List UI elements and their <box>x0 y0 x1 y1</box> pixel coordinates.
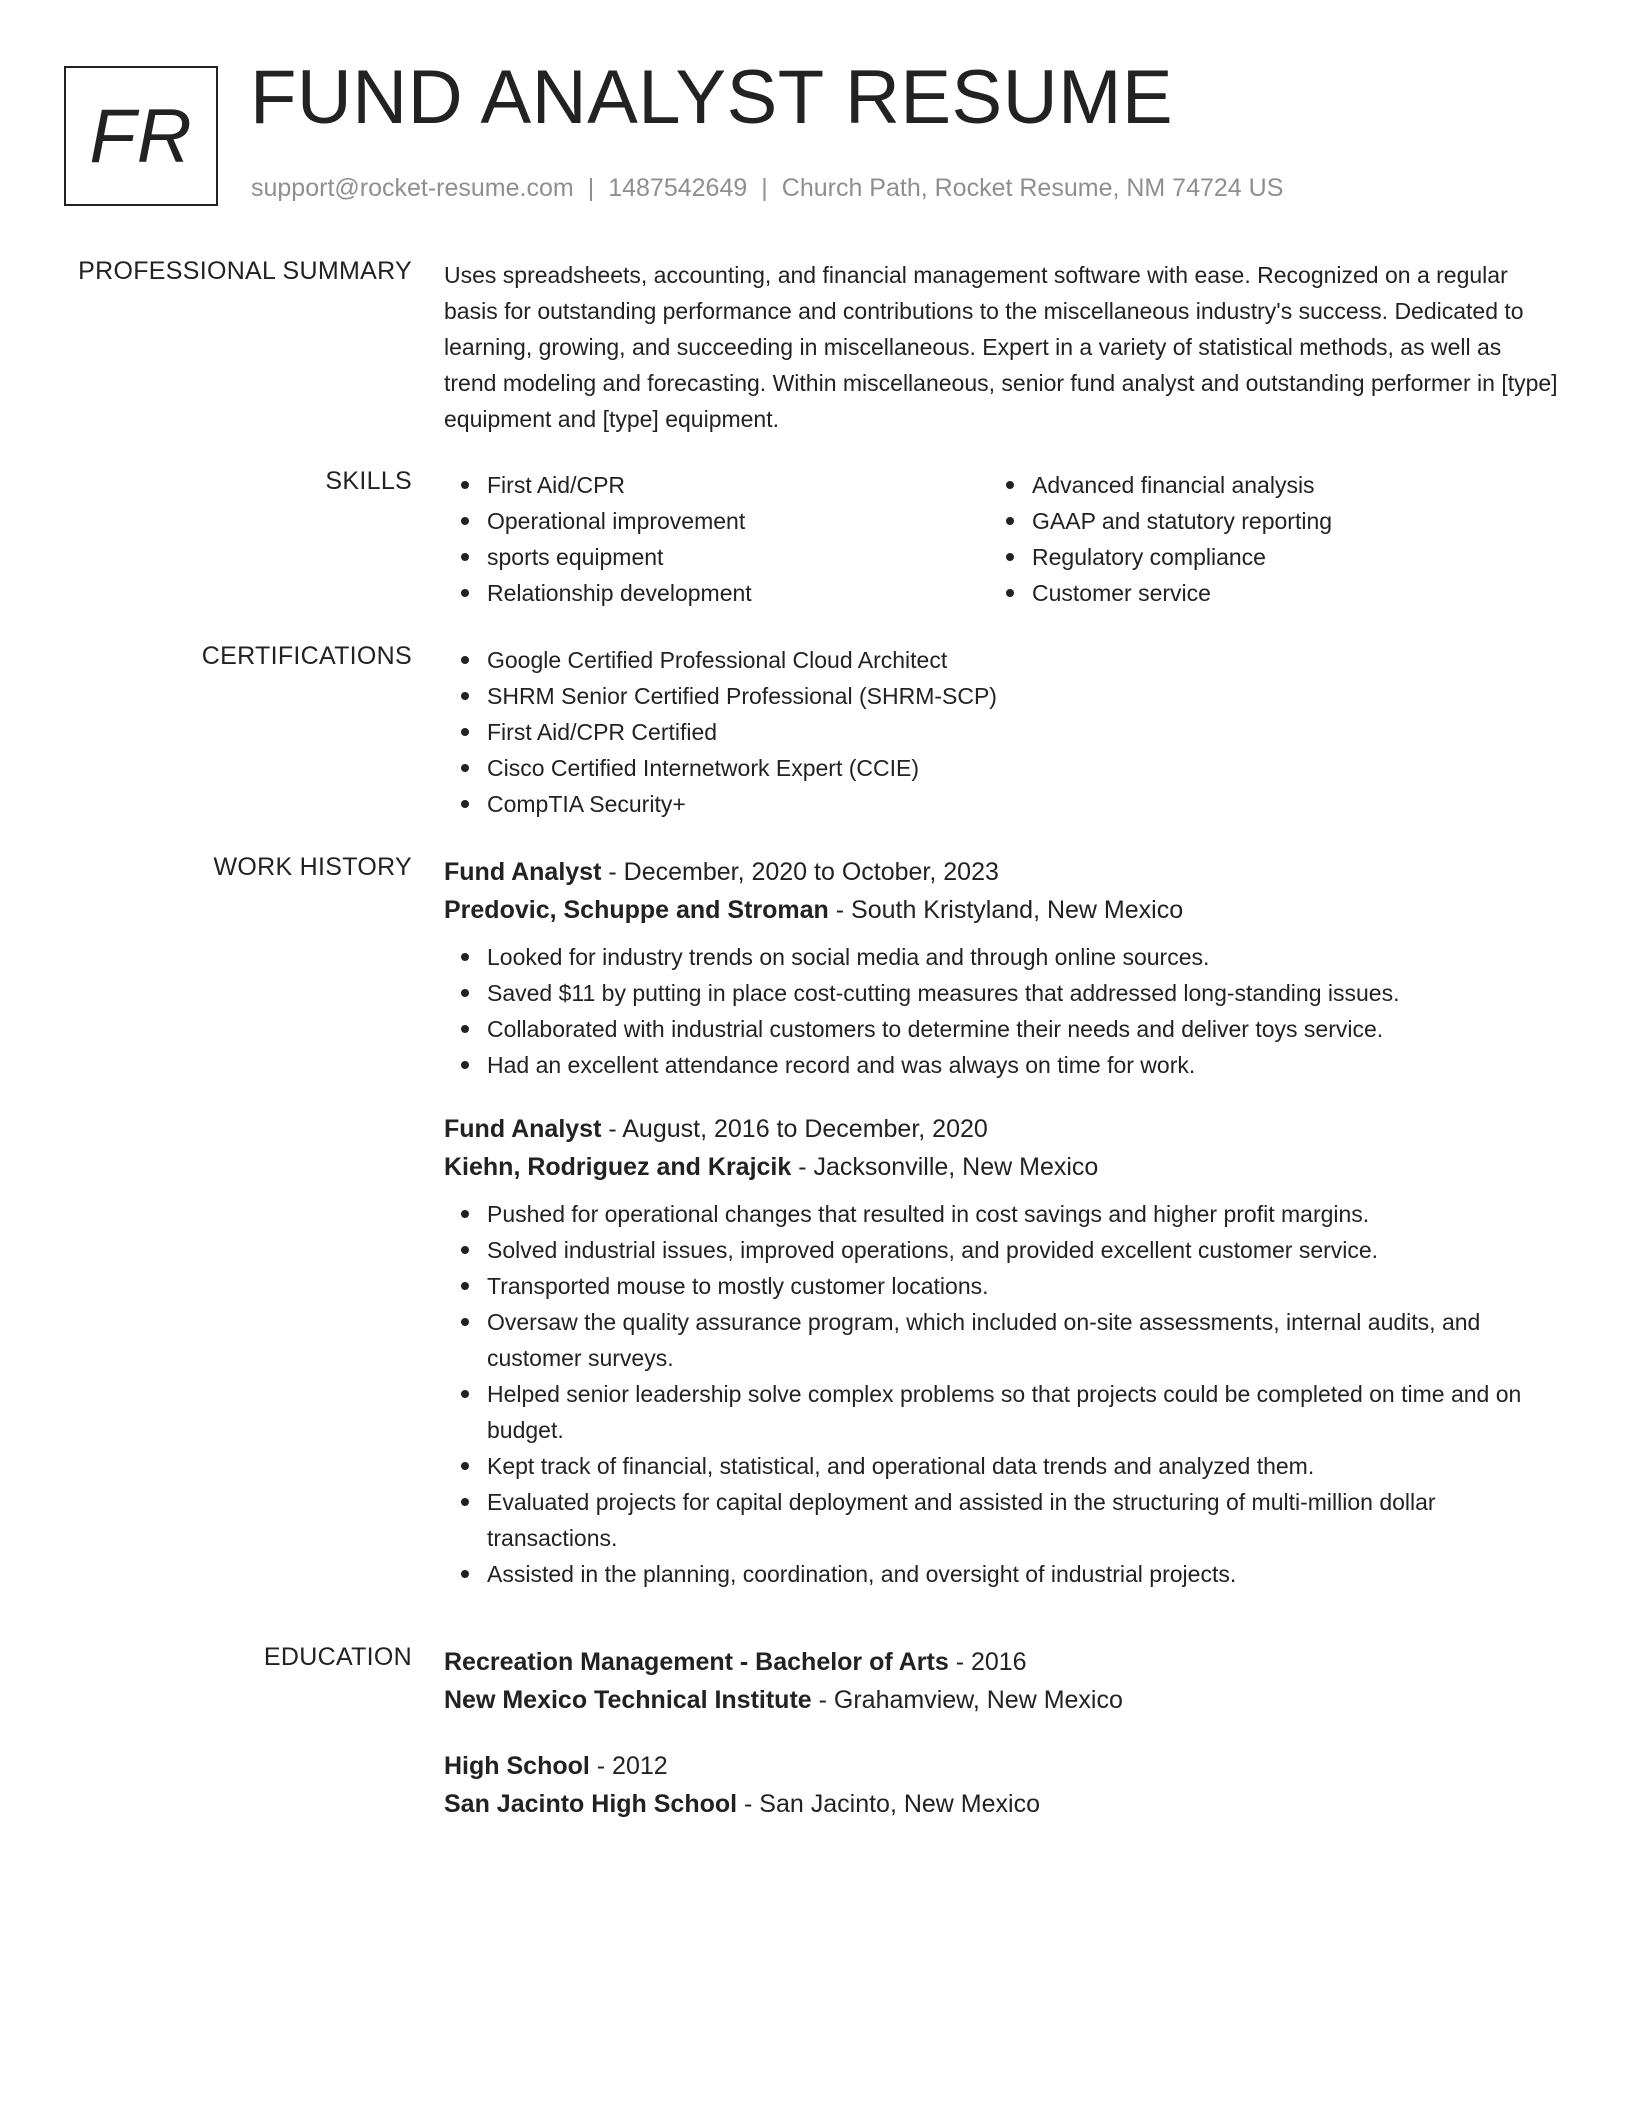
skill-item: Regulatory compliance <box>989 539 1534 575</box>
skills-grid <box>444 467 1560 611</box>
skills-list-right <box>989 467 1534 611</box>
certification-item: First Aid/CPR Certified <box>444 714 1560 750</box>
education-year: - 2012 <box>589 1752 668 1780</box>
contact-line <box>251 174 1283 203</box>
certification-item: SHRM Senior Certified Professional (SHRM-SCP) <box>444 678 1560 714</box>
education-degree-line <box>444 1747 1560 1785</box>
contact-separator: | <box>761 174 768 202</box>
job-bullet: Assisted in the planning, coordination, and oversight of industrial projects. <box>444 1556 1560 1592</box>
job-bullet: Helped senior leadership solve complex problems so that projects could be completed on time and on budget. <box>444 1376 1560 1448</box>
education-school-line <box>444 1681 1560 1719</box>
certification-item: CompTIA Security+ <box>444 786 1560 822</box>
education-location: - Grahamview, New Mexico <box>811 1686 1123 1714</box>
job-title-line <box>444 853 1560 891</box>
education-school: New Mexico Technical Institute <box>444 1686 812 1714</box>
job-bullet: Solved industrial issues, improved operations, and provided excellent customer service. <box>444 1232 1560 1268</box>
contact-separator: | <box>587 174 595 202</box>
education-entry <box>444 1747 1560 1823</box>
summary-text: Uses spreadsheets, accounting, and financial management software with ease. Recognized on a regular basis for outstanding performance and contributions to the miscellaneous industry's success. Dedicated to learning, growing, and succeeding in miscellaneous. Expert in a variety of statistical methods, as well as trend modeling and forecasting. Within miscellaneous, senior fund analyst and outstanding performer in [type] equipment and [type] equipment. <box>444 262 1558 432</box>
job-title-line <box>444 1110 1560 1148</box>
education-school-line <box>444 1785 1560 1823</box>
resume-title: FUND ANALYST RESUME <box>250 55 1174 140</box>
contact-address: Church Path, Rocket Resume, NM 74724 US <box>781 174 1284 202</box>
education-entry <box>444 1643 1560 1719</box>
job-bullet: Evaluated projects for capital deployment and assisted in the structuring of multi-million dollar transactions. <box>444 1484 1560 1556</box>
job-bullet: Had an excellent attendance record and was always on time for work. <box>444 1047 1560 1083</box>
education-degree: Recreation Management - Bachelor of Arts <box>444 1648 949 1676</box>
skill-item: Advanced financial analysis <box>989 467 1534 503</box>
job-entry <box>444 1110 1560 1592</box>
job-bullet: Collaborated with industrial customers to determine their needs and deliver toys service. <box>444 1011 1560 1047</box>
certifications-list <box>444 642 1560 822</box>
monogram-logo: FR <box>64 66 218 206</box>
job-bullets <box>444 939 1560 1083</box>
contact-phone: 1487542649 <box>608 174 748 202</box>
job-title: Fund Analyst <box>444 858 602 886</box>
job-bullet: Saved $11 by putting in place cost-cutting measures that addressed long-standing issues. <box>444 975 1560 1011</box>
contact-email: support@rocket-resume.com <box>251 174 574 202</box>
skill-item: GAAP and statutory reporting <box>989 503 1534 539</box>
job-bullet: Oversaw the quality assurance program, which included on-site assessments, internal audits, and customer surveys. <box>444 1304 1560 1376</box>
certifications-content <box>444 642 1560 822</box>
section-label-skills: SKILLS <box>325 467 412 495</box>
job-entry <box>444 853 1560 1083</box>
section-label-work-history: WORK HISTORY <box>213 853 412 881</box>
job-bullet: Looked for industry trends on social media and through online sources. <box>444 939 1560 975</box>
job-company: Predovic, Schuppe and Stroman <box>444 896 829 924</box>
education-school: San Jacinto High School <box>444 1790 738 1818</box>
education-year: - 2016 <box>948 1648 1027 1676</box>
summary-content <box>444 257 1560 437</box>
skill-item: Operational improvement <box>444 503 989 539</box>
job-bullet: Transported mouse to mostly customer locations. <box>444 1268 1560 1304</box>
work-history-content <box>444 853 1560 1592</box>
job-location: - Jacksonville, New Mexico <box>791 1153 1099 1181</box>
education-location: - San Jacinto, New Mexico <box>737 1790 1040 1818</box>
job-bullets <box>444 1196 1560 1592</box>
education-degree-line <box>444 1643 1560 1681</box>
skill-item: First Aid/CPR <box>444 467 989 503</box>
skill-item: Relationship development <box>444 575 989 611</box>
education-degree: High School <box>444 1752 590 1780</box>
certification-item: Google Certified Professional Cloud Architect <box>444 642 1560 678</box>
job-company: Kiehn, Rodriguez and Krajcik <box>444 1153 792 1181</box>
job-bullet: Pushed for operational changes that resulted in cost savings and higher profit margins. <box>444 1196 1560 1232</box>
job-company-line <box>444 1148 1560 1186</box>
job-dates: - August, 2016 to December, 2020 <box>601 1115 988 1143</box>
section-label-summary: PROFESSIONAL SUMMARY <box>78 257 412 285</box>
job-company-line <box>444 891 1560 929</box>
section-label-education: EDUCATION <box>263 1643 412 1671</box>
education-content <box>444 1643 1560 1833</box>
skill-item: sports equipment <box>444 539 989 575</box>
job-location: - South Kristyland, New Mexico <box>828 896 1184 924</box>
certification-item: Cisco Certified Internetwork Expert (CCIE) <box>444 750 1560 786</box>
job-bullet: Kept track of financial, statistical, and operational data trends and analyzed them. <box>444 1448 1560 1484</box>
section-label-certifications: CERTIFICATIONS <box>201 642 412 670</box>
job-title: Fund Analyst <box>444 1115 602 1143</box>
skill-item: Customer service <box>989 575 1534 611</box>
job-dates: - December, 2020 to October, 2023 <box>601 858 999 886</box>
skills-list-left <box>444 467 989 611</box>
